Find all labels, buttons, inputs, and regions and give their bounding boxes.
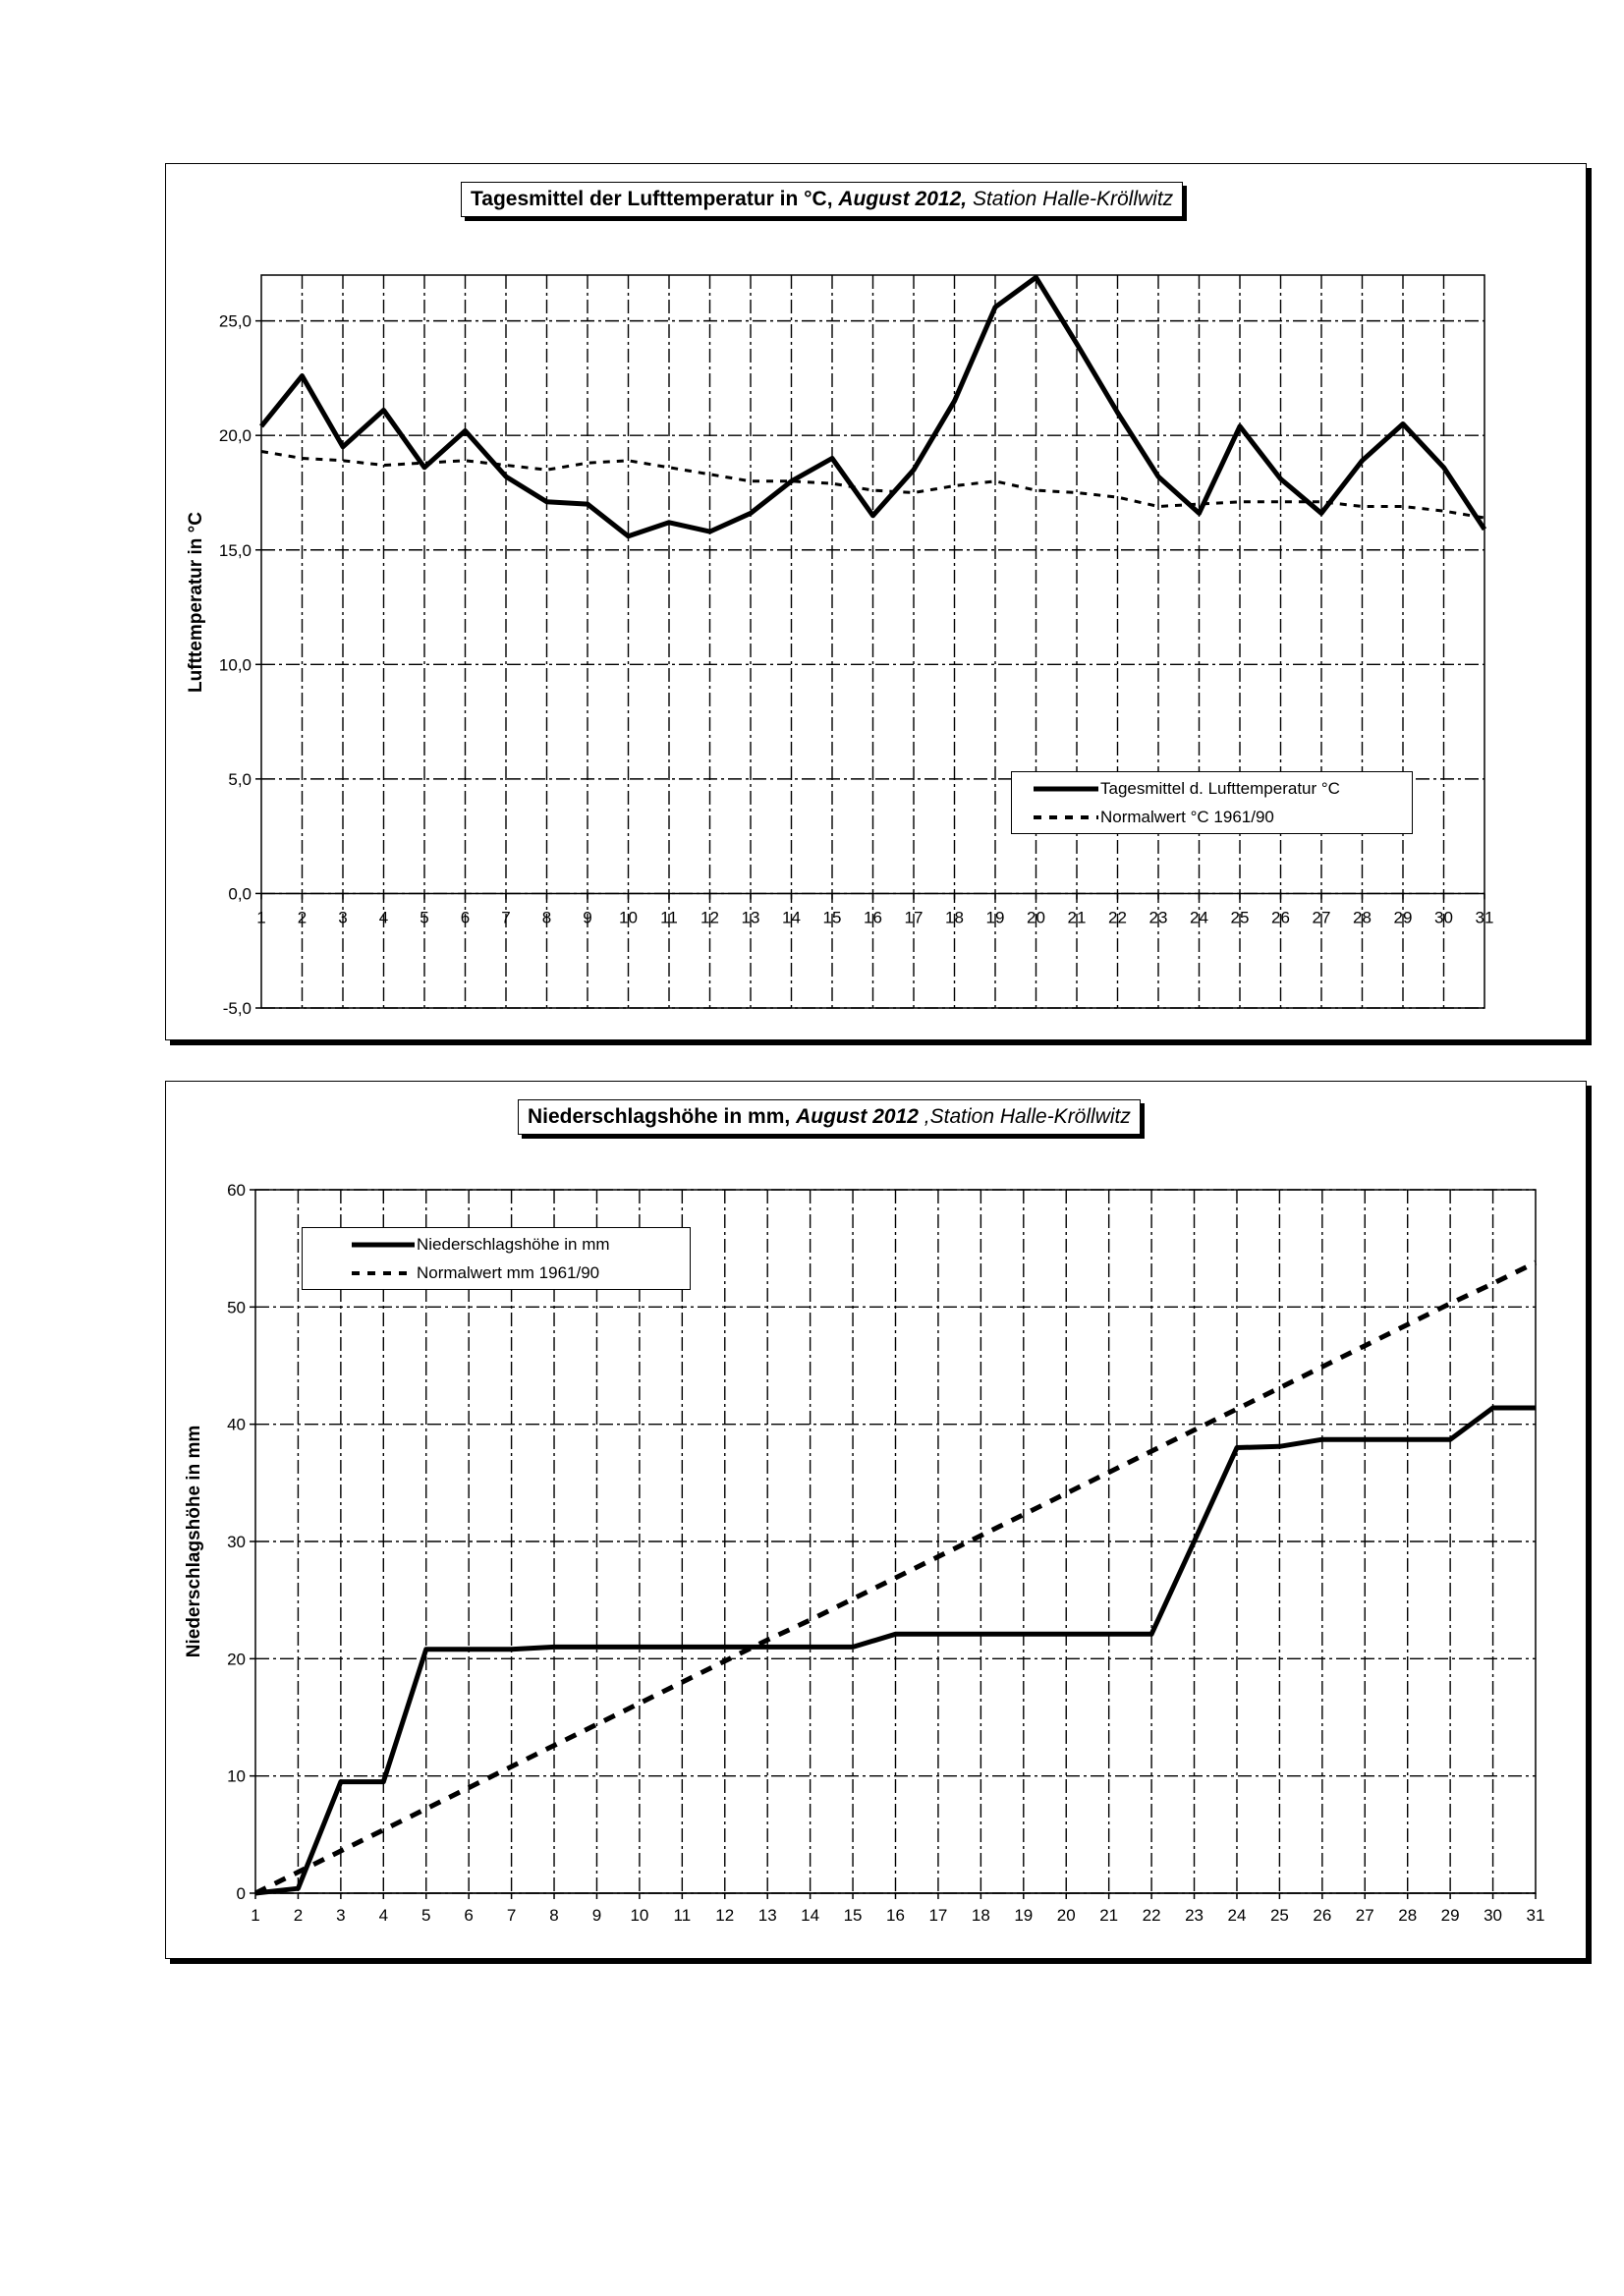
- precipitation-xtick-label-1: 2: [293, 1906, 304, 1925]
- temperature-legend-label-normal: Normalwert °C 1961/90: [1100, 808, 1274, 826]
- precipitation-xtick-label-29: 30: [1484, 1906, 1503, 1925]
- temperature-xtick-label-29: 30: [1434, 908, 1453, 927]
- temperature-xtick-label-8: 9: [583, 908, 592, 927]
- temperature-xtick-label-6: 7: [501, 908, 511, 927]
- precipitation-ytick-label-3: 30: [227, 1533, 246, 1551]
- precipitation-xtick-label-8: 9: [591, 1906, 602, 1925]
- temperature-xtick-label-13: 14: [782, 908, 801, 927]
- temperature-title-part-2: August 2012,: [838, 188, 968, 210]
- temperature-xtick-label-28: 29: [1393, 908, 1413, 927]
- precipitation-xtick-label-2: 3: [336, 1906, 346, 1925]
- precipitation-ytick-label-2: 20: [227, 1650, 246, 1669]
- temperature-xtick-label-30: 31: [1475, 908, 1494, 927]
- precipitation-ytick-label-4: 40: [227, 1415, 246, 1434]
- precipitation-chart-title: [518, 1099, 1141, 1135]
- precipitation-xtick-label-9: 10: [630, 1906, 649, 1925]
- temperature-xtick-label-22: 23: [1148, 908, 1168, 927]
- precipitation-xtick-label-28: 29: [1440, 1906, 1460, 1925]
- temperature-xtick-label-25: 26: [1271, 908, 1290, 927]
- temperature-xtick-label-0: 1: [256, 908, 266, 927]
- precipitation-chart: [165, 1081, 1587, 1959]
- temperature-ytick-label-0: -5,0: [222, 999, 252, 1018]
- precipitation-legend-item-normal: [303, 1260, 599, 1286]
- precipitation-xtick-label-18: 19: [1014, 1906, 1034, 1925]
- legend-dotted-line-swatch: [303, 1268, 417, 1278]
- precipitation-xtick-label-27: 28: [1398, 1906, 1418, 1925]
- temperature-chart-title: [461, 182, 1183, 217]
- precipitation-xtick-label-4: 5: [420, 1906, 431, 1925]
- precipitation-title-part-1: Niederschlagshöhe in mm,: [528, 1105, 797, 1128]
- precipitation-xtick-label-20: 21: [1099, 1906, 1119, 1925]
- precipitation-xtick-label-15: 16: [886, 1906, 905, 1925]
- precipitation-title-part-3: ,Station Halle-Kröllwitz: [918, 1105, 1131, 1128]
- precipitation-y-axis-label: Niederschlagshöhe in mm: [184, 1425, 204, 1658]
- precipitation-xtick-label-6: 7: [506, 1906, 517, 1925]
- temperature-xtick-label-10: 11: [660, 908, 678, 927]
- temperature-xtick-label-3: 4: [378, 908, 389, 927]
- precipitation-xtick-label-16: 17: [928, 1906, 948, 1925]
- temperature-xtick-label-11: 12: [700, 908, 719, 927]
- temperature-ytick-label-5: 20,0: [218, 426, 252, 446]
- temperature-xtick-label-7: 8: [541, 908, 552, 927]
- precipitation-title-part-2: August 2012: [796, 1105, 919, 1128]
- temperature-xtick-label-9: 10: [619, 908, 638, 927]
- temperature-xtick-label-4: 5: [420, 908, 429, 927]
- precipitation-legend-item-measured: [303, 1232, 610, 1258]
- temperature-xtick-label-27: 28: [1353, 908, 1372, 927]
- temperature-chart-plot: [166, 164, 1586, 1039]
- precipitation-xtick-label-26: 27: [1355, 1906, 1374, 1925]
- precipitation-xtick-label-11: 12: [715, 1906, 735, 1925]
- temperature-ytick-label-4: 15,0: [218, 540, 252, 560]
- temperature-xtick-label-23: 24: [1190, 908, 1208, 927]
- temperature-xtick-label-21: 22: [1108, 908, 1127, 927]
- temperature-xtick-label-26: 27: [1312, 908, 1331, 927]
- precipitation-xtick-label-14: 15: [843, 1906, 863, 1925]
- precipitation-xtick-label-12: 13: [757, 1906, 777, 1925]
- temperature-xtick-label-12: 13: [741, 908, 760, 927]
- precipitation-xtick-label-21: 22: [1142, 1906, 1161, 1925]
- temperature-xtick-label-20: 21: [1067, 908, 1087, 927]
- precipitation-xtick-label-10: 11: [673, 1906, 692, 1925]
- temperature-legend: [1011, 771, 1413, 834]
- temperature-xtick-label-17: 18: [945, 908, 964, 927]
- temperature-xtick-label-19: 20: [1027, 908, 1045, 927]
- precipitation-chart-plot: [166, 1082, 1586, 1958]
- temperature-legend-item-measured: [1012, 776, 1340, 802]
- temperature-xtick-label-18: 19: [985, 908, 1005, 927]
- temperature-legend-item-normal: [1012, 805, 1274, 830]
- temperature-ytick-label-1: 0,0: [228, 884, 252, 904]
- temperature-ytick-label-3: 10,0: [218, 655, 252, 675]
- precipitation-xtick-label-17: 18: [971, 1906, 990, 1925]
- precipitation-xtick-label-24: 25: [1269, 1906, 1289, 1925]
- precipitation-ytick-label-6: 60: [227, 1181, 246, 1200]
- legend-dotted-line-swatch: [1012, 812, 1100, 822]
- temperature-xtick-label-15: 16: [864, 908, 882, 927]
- precipitation-xtick-label-5: 6: [464, 1906, 474, 1925]
- temperature-xtick-label-14: 15: [822, 908, 842, 927]
- temperature-y-axis-label: Lufttemperatur in °C: [186, 512, 206, 693]
- precipitation-xtick-label-13: 14: [801, 1906, 820, 1925]
- temperature-title-part-3: Station Halle-Kröllwitz: [967, 188, 1174, 210]
- precipitation-legend: [302, 1227, 691, 1290]
- precipitation-xtick-label-7: 8: [549, 1906, 559, 1925]
- temperature-xtick-label-5: 6: [460, 908, 471, 927]
- precipitation-ytick-label-5: 50: [227, 1298, 246, 1317]
- temperature-legend-label-measured: Tagesmittel d. Lufttemperatur °C: [1100, 779, 1340, 798]
- precipitation-ytick-label-0: 0: [236, 1884, 246, 1903]
- precipitation-xtick-label-25: 26: [1313, 1906, 1332, 1925]
- precipitation-legend-label-normal: Normalwert mm 1961/90: [417, 1263, 600, 1282]
- temperature-xtick-label-24: 25: [1230, 908, 1250, 927]
- temperature-xtick-label-2: 3: [338, 908, 348, 927]
- legend-solid-line-swatch: [303, 1240, 417, 1250]
- precipitation-xtick-label-3: 4: [378, 1906, 389, 1925]
- temperature-ytick-label-2: 5,0: [228, 769, 252, 789]
- precipitation-xtick-label-23: 24: [1227, 1906, 1247, 1925]
- temperature-title-part-1: Tagesmittel der Lufttemperatur in °C,: [471, 188, 839, 210]
- legend-solid-line-swatch: [1012, 784, 1100, 794]
- precipitation-xtick-label-0: 1: [251, 1906, 260, 1925]
- temperature-ytick-label-6: 25,0: [218, 311, 252, 331]
- precipitation-xtick-label-22: 23: [1185, 1906, 1204, 1925]
- temperature-xtick-label-1: 2: [297, 908, 308, 927]
- temperature-chart: [165, 163, 1587, 1040]
- precipitation-xtick-label-30: 31: [1526, 1906, 1545, 1925]
- temperature-xtick-label-16: 17: [904, 908, 924, 927]
- precipitation-legend-label-measured: Niederschlagshöhe in mm: [417, 1235, 610, 1254]
- precipitation-xtick-label-19: 20: [1056, 1906, 1076, 1925]
- precipitation-ytick-label-1: 10: [227, 1766, 246, 1786]
